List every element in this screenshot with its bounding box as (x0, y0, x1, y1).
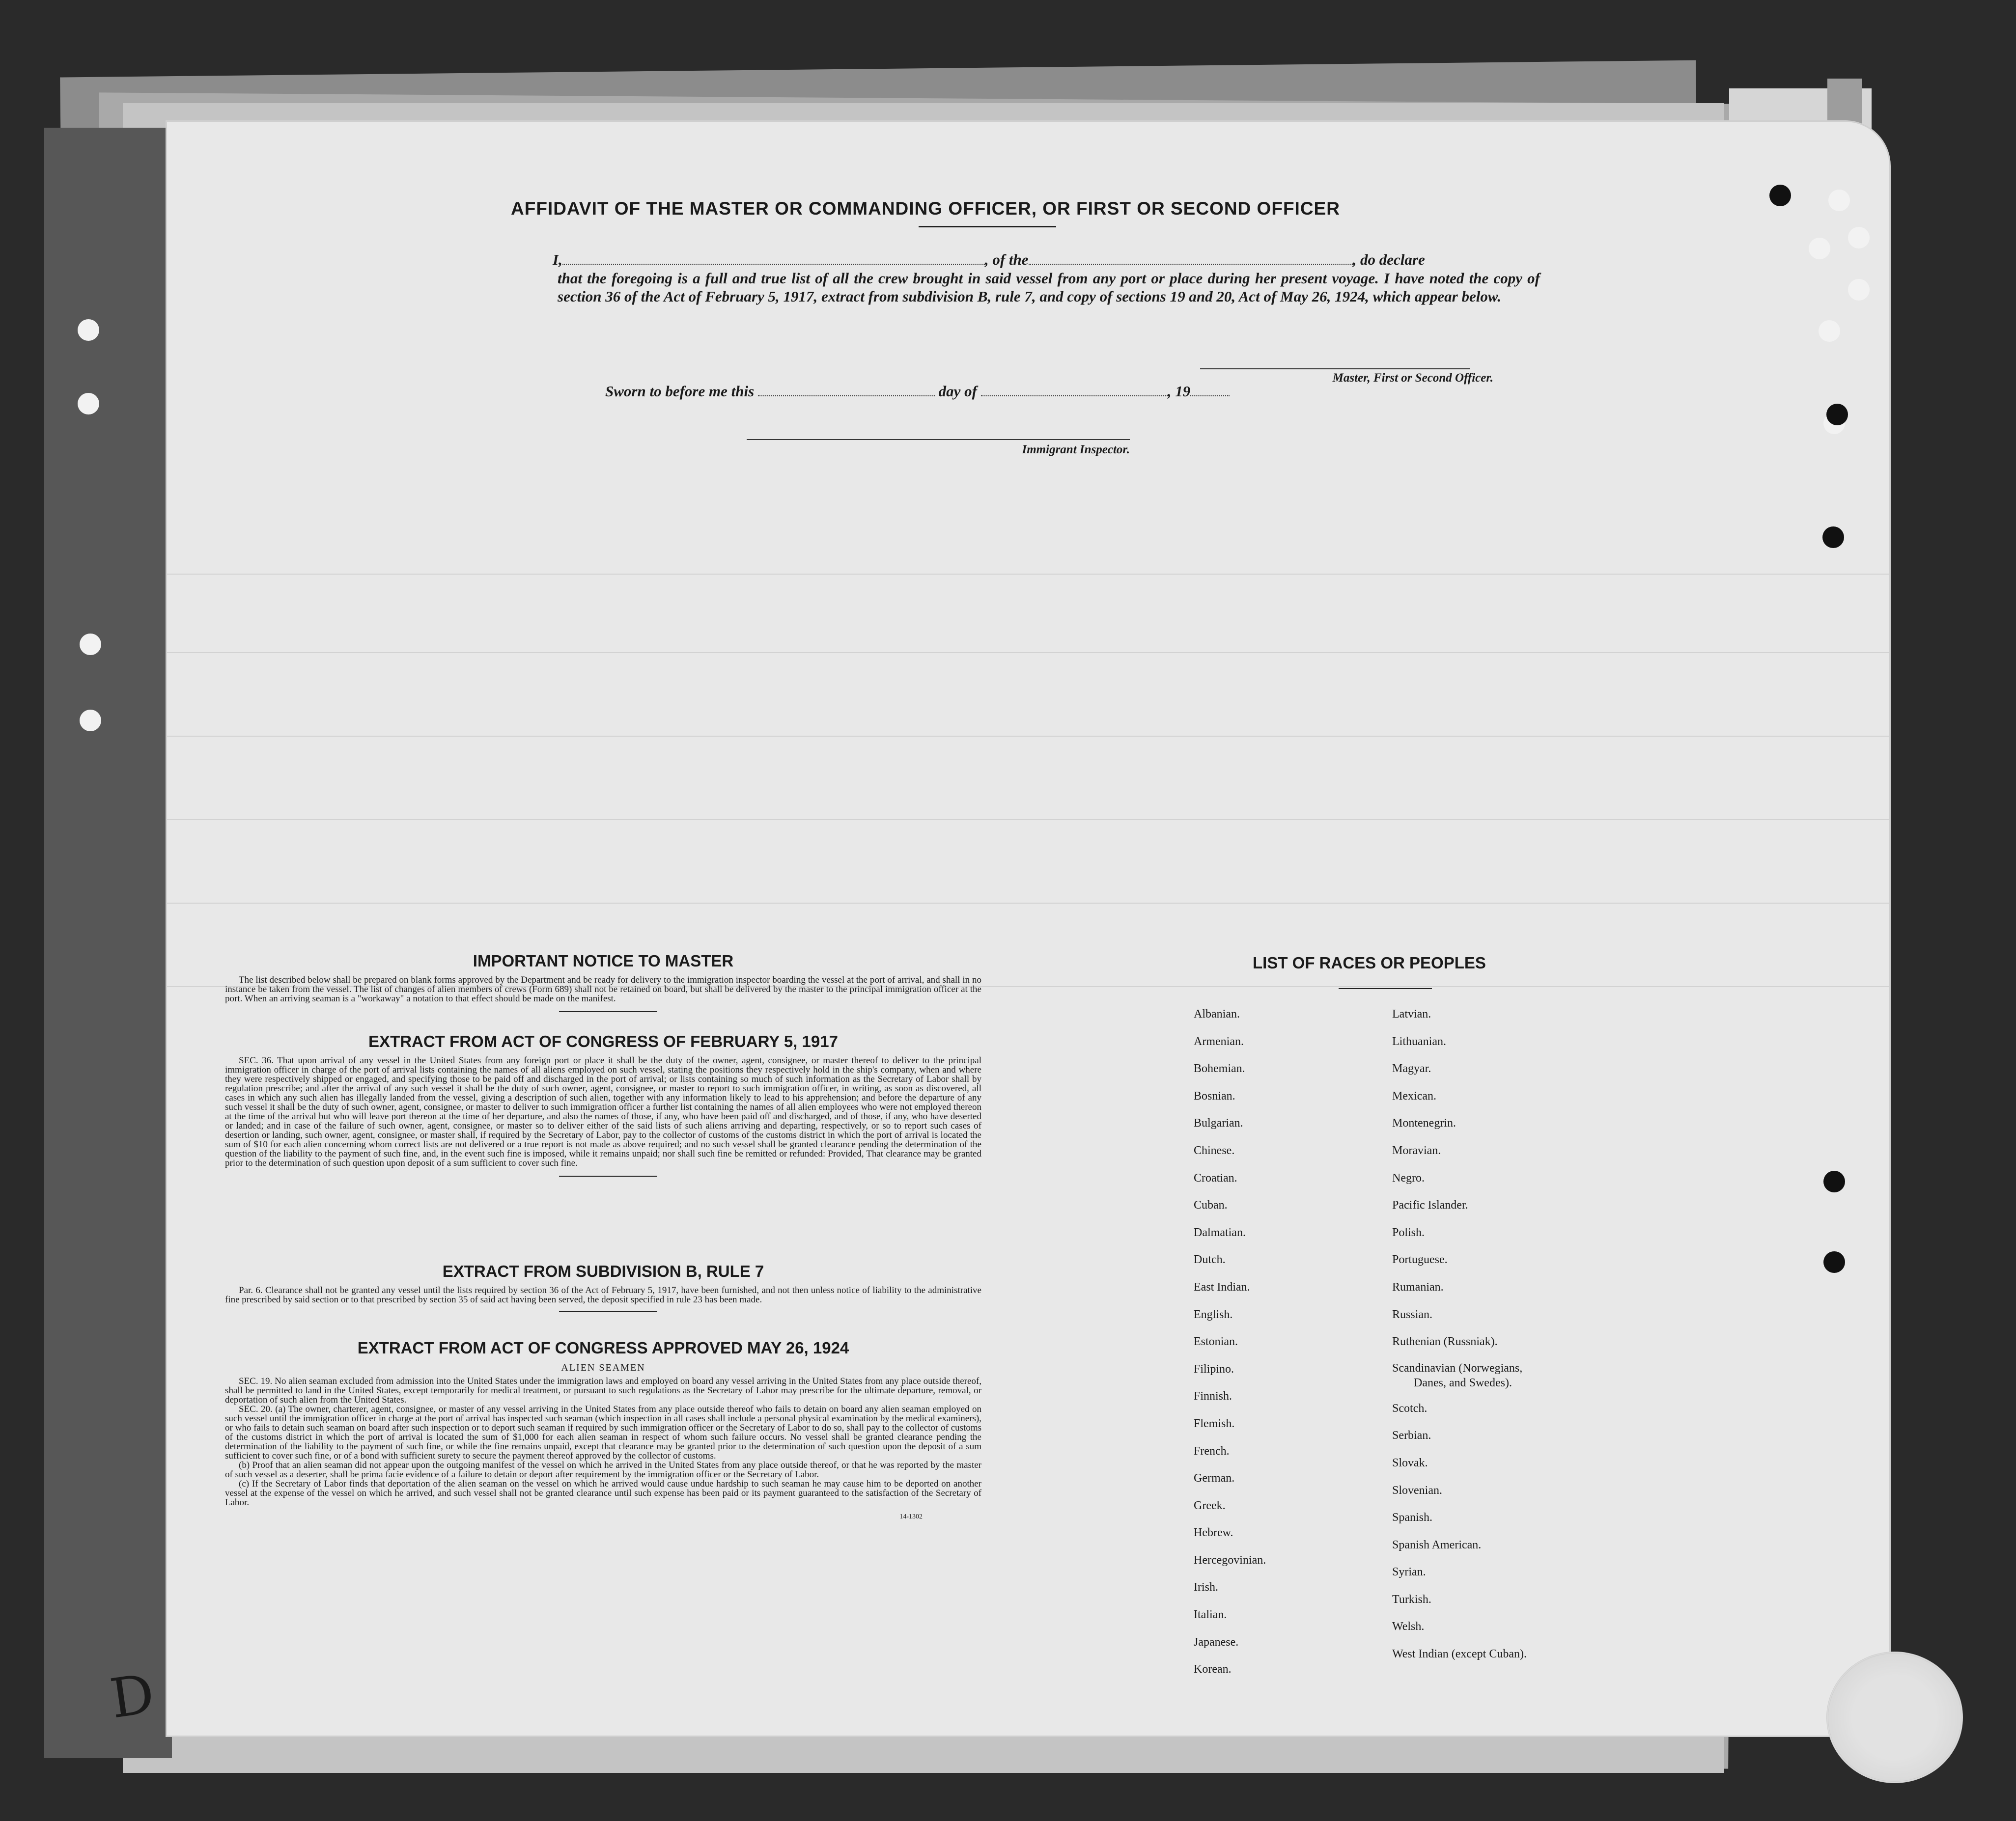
race-item: Estonian. (1194, 1335, 1238, 1349)
race-item: Flemish. (1194, 1417, 1235, 1430)
race-item: Filipino. (1194, 1362, 1234, 1376)
race-item: Ruthenian (Russniak). (1392, 1335, 1498, 1349)
race-item: Spanish American. (1392, 1538, 1482, 1551)
master-signature-label: Master, First or Second Officer. (1332, 371, 1493, 385)
extract-1917-title: EXTRACT FROM ACT OF CONGRESS OF FEBRUARY 5, 1917 (368, 1032, 838, 1050)
race-item: Lithuanian. (1392, 1035, 1446, 1048)
race-item: Serbian. (1392, 1429, 1431, 1442)
bleed-through-rule (167, 903, 1889, 904)
race-item: Latvian. (1392, 1008, 1431, 1021)
race-item: Scotch. (1392, 1402, 1428, 1415)
race-item: Negro. (1392, 1171, 1425, 1185)
race-item: West Indian (except Cuban). (1392, 1648, 1527, 1661)
month-blank (981, 385, 1168, 396)
race-item: Moravian. (1392, 1144, 1441, 1157)
race-item: Hebrew. (1194, 1526, 1233, 1540)
notice-section (225, 952, 981, 1012)
binder-hole (1848, 279, 1870, 301)
notice-text: The list described below shall be prepared on blank forms approved by the Department and be ready for delivery to the immigration inspector boarding the vessel at the port of arrival, and shall in no instance be taken from the vessel. The list of changes of alien members of crews (Form 689) shall not be retained on board, but shall be delivered by the master to the principal immigration officer at the port. When an arriving seaman is a "workaway" a notation to that effect should be made on the manifest. (225, 975, 981, 1004)
bleed-through-rule (167, 652, 1889, 653)
binder-hole (1828, 190, 1850, 211)
race-item: Spanish. (1392, 1511, 1433, 1524)
sworn-text: Sworn to before me this (605, 383, 755, 400)
race-item: Pacific Islander. (1392, 1199, 1468, 1212)
declaration-of-the: , of the (984, 251, 1029, 268)
declaration-body: that the foregoing is a full and true list of all the crew brought in said vessel from any port or place during her present voyage. I have noted the copy of section 36 of the Act of February 5, 1917, extract from subdivision B, rule 7, and copy of sections 19 and 20, Act of May 26, 1924, which appear below. (558, 270, 1540, 305)
race-item: Portuguese. (1392, 1253, 1448, 1267)
binder-hole (1823, 1251, 1845, 1273)
races-title: LIST OF RACES OR PEOPLES (1253, 954, 1486, 972)
race-item: Dalmatian. (1194, 1226, 1246, 1239)
binder-hole (1848, 227, 1870, 248)
sworn-year: , 19 (1167, 383, 1191, 400)
race-item: Finnish. (1194, 1390, 1232, 1403)
name-blank (562, 253, 985, 265)
race-item: Bosnian. (1194, 1089, 1235, 1103)
race-item: Armenian. (1194, 1035, 1244, 1048)
extract-1924-title: EXTRACT FROM ACT OF CONGRESS APPROVED MAY 26, 1924 (357, 1339, 849, 1357)
race-item: Welsh. (1392, 1620, 1425, 1633)
vessel-blank (1029, 253, 1353, 265)
race-item: Chinese. (1194, 1144, 1235, 1157)
race-item: Bulgarian. (1194, 1117, 1243, 1130)
race-item: Hercegovinian. (1194, 1553, 1266, 1567)
section-divider (559, 1176, 657, 1177)
affidavit-title: AFFIDAVIT OF THE MASTER OR COMMANDING OFFICER, OR FIRST OR SECOND OFFICER (511, 198, 1340, 219)
race-item: Slovak. (1392, 1456, 1428, 1469)
binder-hole (1826, 404, 1848, 425)
bleed-through-rule (167, 736, 1889, 737)
race-item: Syrian. (1392, 1566, 1426, 1579)
subdivision-text: Par. 6. Clearance shall not be granted any vessel until the lists required by section 36 of the Act of February 5, 1917, have been furnished, and not then unless notice of liability to the administrative fine prescribed by said section or to that prescribed by section 35 of said act having been served, the deposit specified in rule 23 has been made. (225, 1285, 981, 1305)
race-item: Croatian. (1194, 1171, 1237, 1185)
binder-hole (1823, 1171, 1845, 1192)
race-item: French. (1194, 1444, 1230, 1458)
race-item: Danes, and Swedes). (1414, 1376, 1512, 1389)
race-item: Italian. (1194, 1608, 1227, 1622)
bleed-through-rule (167, 819, 1889, 820)
day-blank (758, 385, 935, 396)
extract-1917-text: SEC. 36. That upon arrival of any vessel in the United States from any foreign port or place it shall be the duty of the owner, agent, consignee, or master thereof to deliver to the principal immigration officer in charge of the port of arrival lists containing the names of all aliens employed on such vessel, stating the positions they respectively hold in the ship's company, when and where they were respectively shipped or engaged, and specifying those to be paid off and discharged in the port of arrival; or lists containing so much of such information as the Secretary of Labor shall by regulation prescribe; and after the arrival of any such vessel it shall be the duty of such owner, agent, consignee, or master to report to such immigration officer, in writing, as soon as discovered, all cases in which any such alien has illegally landed from the vessel, giving a description of such alien, together with any information likely to lead to his apprehension; and before the departure of any such vessel it shall be the duty of such owner, agent, consignee, or master to deliver to such immigration officer a further list containing the names of all alien employees who were not employed thereon at the time of the arrival but who will leave port thereon at the time of her departure, and also the names of those, if any, who have been paid off and discharged, and of those, if any, who have deserted or landed; and in case of the failure of such owner, agent, consignee, or master so to deliver either of the said lists of such aliens arriving and departing, respectively, or so to report such cases of desertion or landing, such owner, agent, consignee, or master shall, if required by the Secretary of Labor, pay to the collector of customs of the customs district in which the port of arrival is located the sum of $10 for each alien concerning whom correct lists are not delivered or a true report is not made as above required; and no such vessel shall be granted clearance pending the determination of the question of the liability to the payment of such fine, and, in the event such fine is imposed, while it remains unpaid; nor shall such fine be remitted or refunded: Provided, That clearance may be granted prior to the determination of such question upon deposit of a sum sufficient to cover such fine. (225, 1055, 981, 1168)
race-item: Dutch. (1194, 1253, 1226, 1267)
section-divider (559, 1011, 657, 1012)
extract-1924-sec20c: (c) If the Secretary of Labor finds that deportation of the alien seaman on the vessel on which he arrived would cause undue hardship to such seaman he may cause him to be deported on another vessel at the expense of the vessel on which he arrived, and such vessel shall not be granted clearance until such expense has been paid or its payment guaranteed to the satisfaction of the Secretary of Labor. (225, 1479, 981, 1508)
section-divider (559, 1311, 657, 1312)
declaration-i: I, (553, 251, 562, 268)
extract-1924-sec20b: (b) Proof that an alien seaman did not appear upon the outgoing manifest of the vessel on which he arrived in the United States from any place outside thereof, or that he was reported by the master of such vessel as a deserter, shall be prima facie evidence of a failure to detain or deport after requirement by the immigration officer or the Secretary of Labor. (225, 1460, 981, 1480)
inspector-signature-label: Immigrant Inspector. (1022, 443, 1130, 456)
master-signature-line (1200, 368, 1470, 369)
races-title-rule (1339, 988, 1432, 989)
form-number: 14-1302 (899, 1513, 923, 1520)
race-item: Polish. (1392, 1226, 1425, 1239)
binder-hole (1822, 526, 1844, 548)
race-item: Montenegrin. (1392, 1117, 1456, 1130)
extract-1917-section (225, 1032, 981, 1177)
race-item: English. (1194, 1308, 1233, 1321)
race-item: Irish. (1194, 1581, 1218, 1594)
race-item: Korean. (1194, 1663, 1232, 1676)
extract-1924-sec19: SEC. 19. No alien seaman excluded from admission into the United States under the immigration laws and employed on board any vessel arriving in the United States from any place outside thereof, shall be permitted to land in the United States, except temporarily for medical treatment, or pursuant to such regulations as the Secretary of Labor may prescribe for the ultimate departure, removal, or deportation of such alien from the United States. (225, 1376, 981, 1405)
year-blank (1190, 385, 1230, 396)
binder-hole (78, 319, 99, 341)
handwritten-margin-mark: D (106, 1662, 158, 1731)
declaration-line (553, 250, 1682, 269)
binder-hole (78, 393, 99, 414)
binder-hole (1809, 238, 1830, 259)
extract-1924-subtitle: ALIEN SEAMEN (561, 1362, 645, 1373)
races-column-1 (1194, 1001, 1266, 1683)
binder-hole (1769, 185, 1791, 206)
document-page (167, 122, 1889, 1736)
binder-hole (1819, 320, 1840, 342)
sworn-line (605, 382, 1230, 400)
embossed-seal (1826, 1652, 1963, 1783)
binder-hole (80, 710, 101, 731)
binder-hole (80, 634, 101, 655)
sworn-day-of: day of (938, 383, 977, 400)
race-item: German. (1194, 1472, 1235, 1485)
notice-title: IMPORTANT NOTICE TO MASTER (473, 952, 734, 970)
subdivision-section (225, 1262, 981, 1312)
extract-1924-section (225, 1339, 981, 1521)
bleed-through-rule (167, 574, 1889, 575)
subdivision-title: EXTRACT FROM SUBDIVISION B, RULE 7 (442, 1262, 764, 1280)
race-item: Russian. (1392, 1308, 1433, 1321)
race-item: Magyar. (1392, 1062, 1431, 1076)
background-sheet-edge (44, 128, 172, 1758)
inspector-signature-line (747, 439, 1130, 440)
extract-1924-sec20a: SEC. 20. (a) The owner, charterer, agent, consignee, or master of any vessel arriving in the United States from any place outside thereof who fails to detain on board any alien seaman employed on such vessel until the immigration officer in charge at the port of arrival has inspected such seaman (which inspection in all cases shall include a personal physical examination by the medical examiners), or who fails to detain such seaman on board after such inspection or to deport such seaman if required by such immigration officer or the Secretary of Labor to do so, shall pay to the collector of customs of the customs district in which the port of arrival is located the sum of $1,000 for each alien seaman in respect of whom such failure occurs. No vessel shall be granted clearance pending the determination of the liability to the payment of such fine, or while the fine remains unpaid, except that clearance may be granted prior to the determination of such question upon the deposit of a sum sufficient to cover such fine, or of a bond with sufficient surety to secure the payment thereof approved by the collector of customs. (225, 1404, 981, 1461)
race-item: East Indian. (1194, 1280, 1250, 1294)
race-item: Turkish. (1392, 1593, 1431, 1606)
race-item: Japanese. (1194, 1635, 1239, 1649)
races-column-2 (1392, 1001, 1527, 1668)
race-item: Rumanian. (1392, 1280, 1444, 1294)
race-item: Scandinavian (Norwegians, (1392, 1361, 1523, 1375)
title-rule (919, 226, 1056, 227)
declaration-do-declare: , do declare (1352, 251, 1425, 268)
race-item: Bohemian. (1194, 1062, 1245, 1076)
race-item: Mexican. (1392, 1089, 1436, 1103)
race-item: Slovenian. (1392, 1484, 1442, 1497)
race-item: Cuban. (1194, 1199, 1228, 1212)
race-item: Albanian. (1194, 1008, 1240, 1021)
race-item: Greek. (1194, 1499, 1226, 1512)
